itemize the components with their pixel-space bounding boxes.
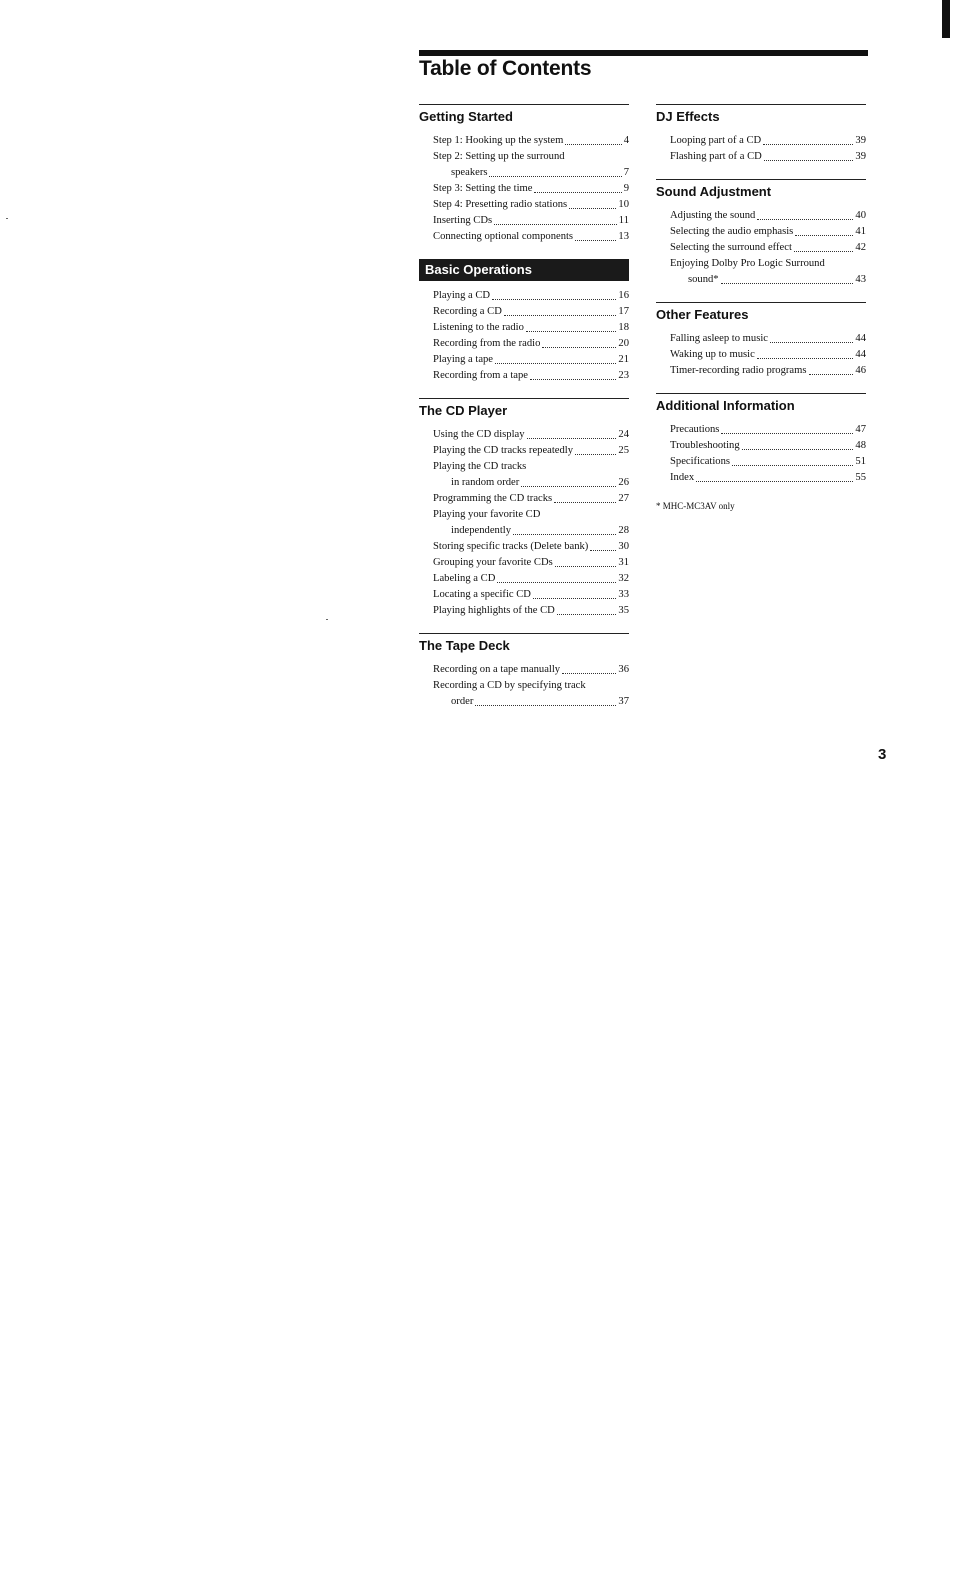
toc-section xyxy=(419,633,629,710)
entry-page-number: 11 xyxy=(618,215,629,226)
entry-title: Locating a specific CD xyxy=(433,589,531,600)
toc-entry[interactable] xyxy=(433,587,629,603)
dot-leader xyxy=(534,192,621,193)
toc-section xyxy=(656,104,866,165)
dot-leader xyxy=(495,363,616,364)
toc-entry-list xyxy=(670,331,866,379)
toc-entry[interactable] xyxy=(670,422,866,438)
toc-entry[interactable] xyxy=(670,347,866,363)
entry-page-number: 9 xyxy=(623,183,629,194)
entry-page-number: 51 xyxy=(855,456,866,467)
toc-entry[interactable] xyxy=(433,181,629,197)
entry-page-number: 16 xyxy=(618,290,629,301)
toc-section xyxy=(419,259,629,384)
entry-page-number: 44 xyxy=(855,333,866,344)
section-heading: Basic Operations xyxy=(419,259,629,281)
entry-title: Grouping your favorite CDs xyxy=(433,557,553,568)
entry-page-number: 31 xyxy=(618,557,629,568)
entry-title: Falling asleep to music xyxy=(670,333,768,344)
toc-entry-list xyxy=(433,427,629,619)
section-heading: Sound Adjustment xyxy=(656,179,866,201)
dot-leader xyxy=(521,486,616,487)
entry-title: Playing the CD tracks xyxy=(433,461,527,472)
entry-title: Listening to the radio xyxy=(433,322,524,333)
dot-leader xyxy=(696,481,853,482)
section-heading: Getting Started xyxy=(419,104,629,126)
entry-title: Playing a tape xyxy=(433,354,494,365)
toc-entry[interactable] xyxy=(670,438,866,454)
entry-title: Flashing part of a CD xyxy=(670,151,762,162)
entry-title: Recording from the radio xyxy=(433,338,541,349)
dot-leader xyxy=(721,283,854,284)
entry-page-number: 13 xyxy=(618,231,629,242)
entry-page-number: 28 xyxy=(618,525,629,536)
scan-speck xyxy=(326,619,328,620)
toc-entry[interactable] xyxy=(670,208,866,224)
dot-leader xyxy=(732,465,853,466)
entry-title: Recording from a tape xyxy=(433,370,529,381)
dot-leader xyxy=(494,224,617,225)
toc-entry[interactable] xyxy=(433,539,629,555)
entry-title: Connecting optional components xyxy=(433,231,574,242)
entry-page-number: 21 xyxy=(618,354,629,365)
entry-title: Labeling a CD xyxy=(433,573,496,584)
entry-page-number: 30 xyxy=(618,541,629,552)
dot-leader xyxy=(497,582,616,583)
dot-leader xyxy=(504,315,617,316)
entry-page-number: 39 xyxy=(855,151,866,162)
toc-entry[interactable] xyxy=(670,454,866,470)
toc-entry[interactable] xyxy=(433,288,629,304)
entry-page-number: 48 xyxy=(855,440,866,451)
section-heading: Additional Information xyxy=(656,393,866,415)
toc-entry[interactable] xyxy=(433,491,629,507)
dot-leader xyxy=(542,347,616,348)
toc-entry[interactable] xyxy=(433,571,629,587)
entry-title: Selecting the audio emphasis xyxy=(670,226,794,237)
toc-entry-list xyxy=(433,662,629,710)
dot-leader xyxy=(533,598,616,599)
dot-leader xyxy=(795,235,853,236)
entry-title: Precautions xyxy=(670,424,720,435)
entry-page-number: 40 xyxy=(855,210,866,221)
toc-section xyxy=(419,104,629,245)
dot-leader xyxy=(770,342,853,343)
toc-entry[interactable] xyxy=(433,427,629,443)
toc-entry[interactable] xyxy=(433,336,629,352)
toc-entry[interactable] xyxy=(433,368,629,384)
entry-page-number: 36 xyxy=(618,664,629,675)
entry-page-number: 39 xyxy=(855,135,866,146)
dot-leader xyxy=(569,208,616,209)
toc-entry[interactable] xyxy=(433,662,629,678)
toc-entry[interactable] xyxy=(433,678,629,710)
toc-section xyxy=(656,393,866,486)
entry-title: in random order xyxy=(451,477,520,488)
page-number: 3 xyxy=(878,746,887,763)
toc-entry[interactable] xyxy=(433,320,629,336)
toc-section xyxy=(656,302,866,379)
entry-title: Adjusting the sound xyxy=(670,210,756,221)
toc-entry[interactable] xyxy=(433,459,629,491)
dot-leader xyxy=(763,144,853,145)
toc-section xyxy=(656,179,866,288)
dot-leader xyxy=(527,438,617,439)
entry-page-number: 17 xyxy=(618,306,629,317)
entry-title: Recording a CD xyxy=(433,306,502,317)
entry-page-number: 44 xyxy=(855,349,866,360)
entry-title: Specifications xyxy=(670,456,731,467)
toc-entry[interactable] xyxy=(670,149,866,165)
toc-entry[interactable] xyxy=(670,224,866,240)
section-heading: The Tape Deck xyxy=(419,633,629,655)
dot-leader xyxy=(721,433,853,434)
entry-page-number: 47 xyxy=(855,424,866,435)
toc-entry[interactable] xyxy=(670,470,866,486)
dot-leader xyxy=(513,534,616,535)
dot-leader xyxy=(555,566,617,567)
entry-title: Step 3: Setting the time xyxy=(433,183,533,194)
toc-entry[interactable] xyxy=(433,149,629,181)
entry-page-number: 20 xyxy=(618,338,629,349)
entry-page-number: 24 xyxy=(618,429,629,440)
entry-title: Recording a CD by specifying track xyxy=(433,680,586,691)
toc-entry[interactable] xyxy=(433,229,629,245)
dot-leader xyxy=(526,331,616,332)
entry-title: Playing the CD tracks repeatedly xyxy=(433,445,574,456)
dot-leader xyxy=(562,673,616,674)
dot-leader xyxy=(492,299,616,300)
dot-leader xyxy=(554,502,616,503)
entry-title: Timer-recording radio programs xyxy=(670,365,807,376)
entry-title: Recording on a tape manually xyxy=(433,664,561,675)
entry-page-number: 7 xyxy=(623,167,629,178)
entry-page-number: 4 xyxy=(623,135,629,146)
entry-title: Step 2: Setting up the surround xyxy=(433,151,565,162)
toc-entry[interactable] xyxy=(670,256,866,288)
entry-title: Playing a CD xyxy=(433,290,491,301)
toc-entry[interactable] xyxy=(433,197,629,213)
entry-title: Step 1: Hooking up the system xyxy=(433,135,564,146)
toc-entry-list xyxy=(670,208,866,288)
dot-leader xyxy=(575,240,616,241)
dot-leader xyxy=(590,550,616,551)
toc-entry-list xyxy=(670,133,866,165)
entry-page-number: 25 xyxy=(618,445,629,456)
entry-page-number: 35 xyxy=(618,605,629,616)
toc-entry[interactable] xyxy=(433,443,629,459)
dot-leader xyxy=(575,454,616,455)
toc-entry-list xyxy=(433,133,629,245)
entry-page-number: 41 xyxy=(855,226,866,237)
dot-leader xyxy=(757,219,853,220)
dot-leader xyxy=(764,160,854,161)
entry-title: Playing your favorite CD xyxy=(433,509,541,520)
toc-entry[interactable] xyxy=(670,133,866,149)
entry-title: Index xyxy=(670,472,695,483)
toc-entry[interactable] xyxy=(433,133,629,149)
section-heading: The CD Player xyxy=(419,398,629,420)
entry-page-number: 37 xyxy=(618,696,629,707)
entry-title: Storing specific tracks (Delete bank) xyxy=(433,541,589,552)
entry-title: Troubleshooting xyxy=(670,440,740,451)
entry-page-number: 10 xyxy=(618,199,629,210)
toc-entry[interactable] xyxy=(670,363,866,379)
entry-page-number: 33 xyxy=(618,589,629,600)
entry-page-number: 23 xyxy=(618,370,629,381)
entry-title: Looping part of a CD xyxy=(670,135,762,146)
toc-entry[interactable] xyxy=(670,331,866,347)
entry-title: Playing highlights of the CD xyxy=(433,605,555,616)
dot-leader xyxy=(794,251,854,252)
dot-leader xyxy=(565,144,621,145)
toc-entry[interactable] xyxy=(433,213,629,229)
entry-page-number: 42 xyxy=(855,242,866,253)
toc-entry[interactable] xyxy=(433,603,629,619)
toc-section xyxy=(419,398,629,619)
scan-speck xyxy=(6,218,8,219)
section-heading: Other Features xyxy=(656,302,866,324)
entry-page-number: 55 xyxy=(855,472,866,483)
dot-leader xyxy=(742,449,854,450)
toc-entry[interactable] xyxy=(433,304,629,320)
edge-marker xyxy=(942,0,950,38)
entry-title: sound* xyxy=(688,274,719,285)
entry-page-number: 46 xyxy=(855,365,866,376)
entry-title: Using the CD display xyxy=(433,429,525,440)
entry-page-number: 43 xyxy=(855,274,866,285)
toc-entry-list xyxy=(670,422,866,486)
toc-right-column xyxy=(656,104,866,512)
entry-title: Selecting the surround effect xyxy=(670,242,792,253)
dot-leader xyxy=(489,176,621,177)
entry-page-number: 18 xyxy=(618,322,629,333)
dot-leader xyxy=(809,374,854,375)
toc-entry-list xyxy=(433,288,629,384)
entry-title: Waking up to music xyxy=(670,349,755,360)
page-title: Table of Contents xyxy=(419,57,592,80)
toc-entry[interactable] xyxy=(670,240,866,256)
dot-leader xyxy=(757,358,854,359)
dot-leader xyxy=(557,614,617,615)
section-heading: DJ Effects xyxy=(656,104,866,126)
entry-title: Programming the CD tracks xyxy=(433,493,553,504)
dot-leader xyxy=(530,379,616,380)
entry-title: order xyxy=(451,696,474,707)
toc-entry[interactable] xyxy=(433,352,629,368)
entry-page-number: 32 xyxy=(618,573,629,584)
entry-page-number: 27 xyxy=(618,493,629,504)
entry-title: independently xyxy=(451,525,512,536)
entry-title: Inserting CDs xyxy=(433,215,493,226)
toc-left-column xyxy=(419,104,629,724)
entry-page-number: 26 xyxy=(618,477,629,488)
toc-entry[interactable] xyxy=(433,555,629,571)
entry-title: speakers xyxy=(451,167,488,178)
footnote: * MHC-MC3AV only xyxy=(656,501,735,511)
entry-title: Step 4: Presetting radio stations xyxy=(433,199,568,210)
entry-title: Enjoying Dolby Pro Logic Surround xyxy=(670,258,825,269)
toc-entry[interactable] xyxy=(433,507,629,539)
dot-leader xyxy=(475,705,616,706)
